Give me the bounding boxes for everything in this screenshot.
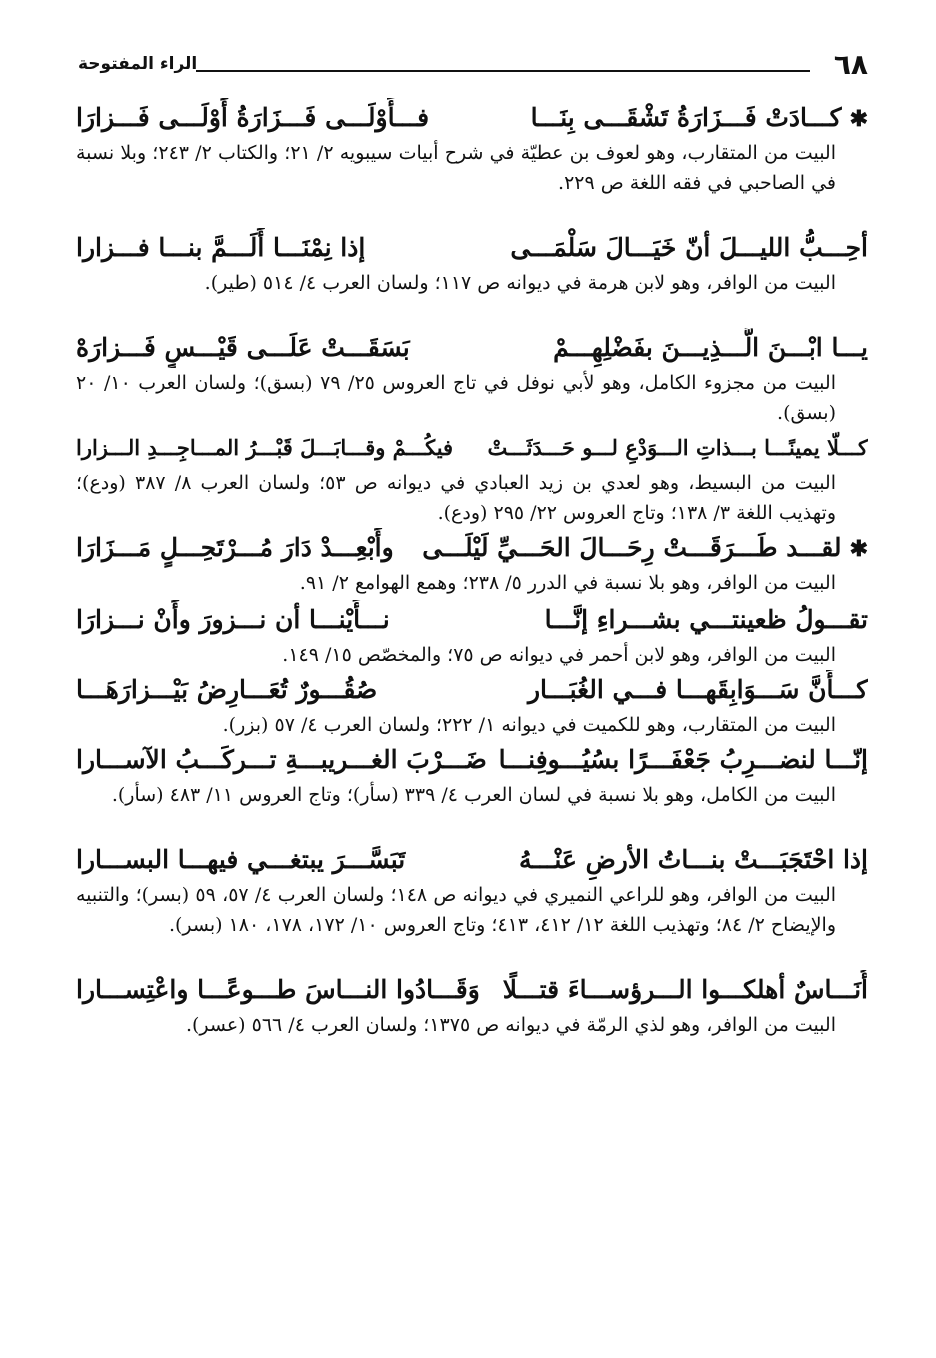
first-hemistich-text: إنّـــا لنضـــرِبُ جَعْفَـــرًا بسُيُـــوفِنـــا (498, 745, 868, 774)
star-marker-icon: ✱ (849, 106, 868, 132)
verse-line (76, 840, 868, 880)
verse-line (76, 970, 868, 1010)
first-hemistich (519, 840, 868, 880)
first-hemistich-text: أُنَـــاسٌ أهلكـــوا الـــرؤســـاءَ قتـــلًا (502, 975, 868, 1004)
second-hemistich: إذا نِمْنَـــا أَلَـــمَّ بنـــا فـــزارا (76, 233, 366, 262)
verse-note: البيت من الوافر، وهو لذي الرمّة في ديوانه ص ١٣٧٥؛ ولسان العرب ٤/ ٥٦٦ (عسر). (185, 1014, 836, 1036)
verse-note: البيت من مجزوء الكامل، وهو لأبي نوفل في تاج العروس ٢٥/ ٧٩ (بسق)؛ ولسان العرب ١٠/ ٢٠ (بسق). (76, 372, 836, 424)
verse-entry (76, 840, 868, 970)
verse-note: البيت من الكامل، وهو بلا نسبة في لسان العرب ٤/ ٣٣٩ (سأر)؛ وتاج العروس ١١/ ٤٨٣ (سأر). (111, 784, 836, 806)
second-hemistich: وَقَـــادُوا النـــاسَ طـــوعًـــا واعْتِســـارا (76, 975, 480, 1004)
page-number: ٦٨ (833, 48, 868, 81)
verse-note: البيت من الوافر، وهو بلا نسبة في الدرر ٥/ ٢٣٨؛ وهمع الهوامع ٢/ ٩١. (299, 572, 836, 594)
first-hemistich-text: يـــا ابْـــنَ الَّـــذِيـــنَ بفَضْلِهِـــمْ (553, 333, 868, 362)
first-hemistich (499, 740, 868, 780)
first-hemistich-text: كـــلّا يمينًـــا بـــذاتِ الـــوَدْعِ لـــو حَـــدَثَـــتْ (487, 435, 868, 460)
verse-note: البيت من الوافر، وهو لابن أحمر في ديوانه ص ٧٥؛ والمخصّص ١٥/ ١٤٩. (282, 644, 836, 666)
first-hemistich (531, 98, 868, 138)
verse-line (76, 98, 868, 138)
first-hemistich-text: إذا احْتَجَبَـــتْ بنـــاتُ الأرضِ عَنْـــهُ (519, 845, 868, 874)
second-hemistich: صُقُـــورٌ تُعَـــارِضُ بَيْـــزارَهَـــا (76, 675, 378, 704)
verse-entry (76, 740, 868, 840)
verse-entry (76, 328, 868, 428)
verse-line (76, 670, 868, 710)
first-hemistich (422, 528, 868, 568)
verse-line (76, 328, 868, 368)
verse-line (76, 428, 868, 468)
first-hemistich-text: كـــادَتْ فَـــزَارَةُ تَشْقَـــى بِنَـــا (530, 103, 842, 132)
verse-entry (76, 970, 868, 1070)
second-hemistich: فـــأَوْلَـــى فَـــزَارَةُ أَوْلَـــى فَـــزارَا (76, 103, 430, 132)
verse-entry (76, 600, 868, 670)
page-header (78, 50, 868, 84)
first-hemistich (510, 228, 868, 268)
first-hemistich-text: تقـــولُ ظعينتـــي بشـــراءِ إنَّـــا (544, 605, 868, 634)
verse-entry (76, 528, 868, 600)
first-hemistich (503, 970, 868, 1010)
verse-list (76, 98, 868, 1070)
first-hemistich (545, 600, 868, 640)
first-hemistich-text: كـــأَنَّ سَـــوَابِقَهـــا فـــي الغُبَـــار (527, 675, 868, 704)
verse-line (76, 600, 868, 640)
second-hemistich: وأَبْعِـــدْ دَارَ مُـــرْتَحِـــلٍ مَـــزَارَا (76, 533, 394, 562)
first-hemistich (488, 428, 869, 468)
second-hemistich: ضَـــرْبَ الغـــريبـــةِ تـــركَـــبُ الآســـارا (76, 745, 487, 774)
running-title: الراء المفتوحة (78, 54, 198, 74)
verse-entry (76, 428, 868, 528)
verse-note: البيت من المتقارب، وهو للكميت في ديوانه ١/ ٢٢٢؛ ولسان العرب ٤/ ٥٧ (بزر). (222, 714, 836, 736)
second-hemistich: نـــأَيْنـــا أن نـــزورَ وأَنْ نـــزارَا (76, 605, 390, 634)
first-hemistich (528, 670, 868, 710)
verse-line (76, 740, 868, 780)
verse-note: البيت من الوافر، وهو لابن هرمة في ديوانه ص ١١٧؛ ولسان العرب ٤/ ٥١٤ (طير). (204, 272, 836, 294)
header-rule (196, 70, 810, 72)
first-hemistich-text: أحِـــبُّ الليـــلَ أنّ خَيَـــالَ سَلْمَـــى (510, 233, 868, 262)
verse-entry (76, 228, 868, 328)
star-marker-icon: ✱ (849, 536, 868, 562)
verse-entry (76, 98, 868, 228)
first-hemistich-text: لقـــد طَـــرَقَـــتْ رِحَـــالَ الحَـــيِّ لَيْلَـــى (422, 533, 842, 562)
verse-note: البيت من الوافر، وهو للراعي النميري في ديوانه ص ١٤٨؛ ولسان العرب ٤/ ٥٧، ٥٩ (بسر)؛ والتنبيه والإيضاح ٢/ ٨٤؛ وتهذيب اللغة ١٢/ ٤١٢، ٤١٣؛ وتاج العروس ١٠/ ١٧٢، ١٧٨، ١٨٠ (بسر). (76, 884, 837, 936)
verse-line (76, 528, 868, 568)
verse-note: البيت من البسيط، وهو لعدي بن زيد العبادي في ديوانه ص ٥٣؛ ولسان العرب ٨/ ٣٨٧ (ودع)؛ وتهذيب اللغة ٣/ ١٣٨؛ وتاج العروس ٢٢/ ٢٩٥ (ودع). (76, 472, 836, 524)
verse-entry (76, 670, 868, 740)
verse-line (76, 228, 868, 268)
verse-note: البيت من المتقارب، وهو لعوف بن عطيّة في شرح أبيات سيبويه ٢/ ٢١؛ والكتاب ٢/ ٢٤٣؛ وبلا نسبة في الصاحبي في فقه اللغة ص ٢٢٩. (76, 142, 836, 194)
second-hemistich: فيكُـــمْ وقـــابَـــلَ قَبْـــرُ المـــاجِـــدِ الـــزارا (76, 435, 454, 460)
second-hemistich: تَبَسَّـــرَ يبتغـــي فيهـــا البســـارا (76, 845, 406, 874)
second-hemistich: بَسَقَـــتْ عَلَـــى قَيْـــسٍ فَـــزارَهْ (76, 333, 410, 362)
first-hemistich (553, 328, 868, 368)
